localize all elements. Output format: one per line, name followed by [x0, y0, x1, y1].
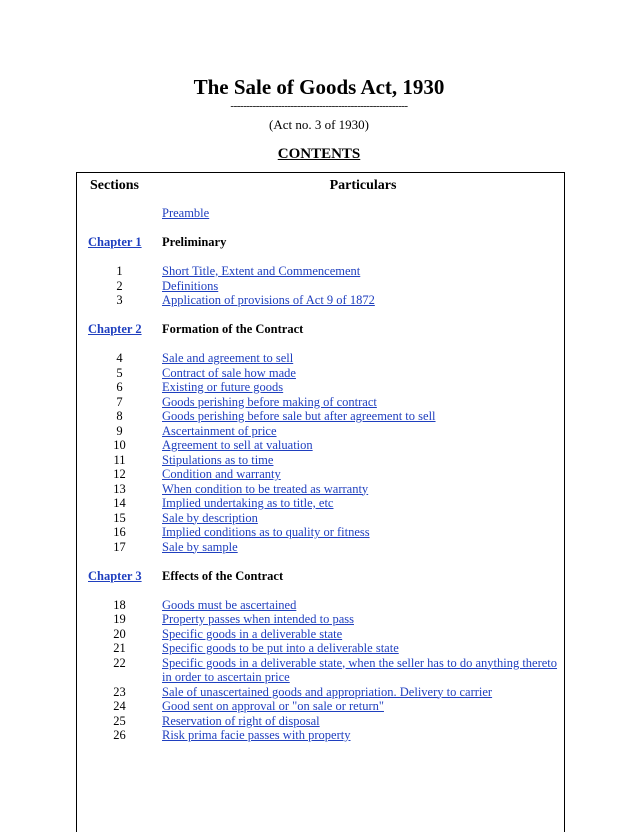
chapter-row	[77, 235, 564, 250]
table-row	[77, 496, 564, 511]
contents-table	[76, 172, 565, 832]
section-link[interactable]: Implied undertaking as to title, etc	[162, 496, 334, 510]
section-link[interactable]: Short Title, Extent and Commencement	[162, 264, 361, 278]
chapter-row	[77, 322, 564, 337]
section-link[interactable]: Specific goods in a deliverable state	[162, 626, 343, 641]
section-number: 18	[113, 597, 126, 612]
section-link[interactable]: Goods must be ascertained	[162, 597, 297, 612]
table-row	[77, 395, 564, 410]
table-row	[77, 409, 564, 424]
section-number: 6	[116, 380, 123, 394]
section-link[interactable]: Existing or future goods	[162, 380, 284, 394]
header-particulars: Particulars	[329, 178, 397, 193]
table-row	[77, 438, 564, 453]
section-number: 16	[113, 525, 126, 539]
section-link[interactable]: Property passes when intended to pass	[162, 612, 354, 626]
table-row	[77, 293, 564, 308]
table-row	[77, 699, 564, 714]
table-row	[77, 641, 564, 656]
table-row	[77, 467, 564, 482]
title-divider: --------------------------------------------------------	[230, 100, 408, 112]
section-number: 25	[113, 713, 126, 728]
section-number: 21	[113, 641, 126, 655]
table-row	[77, 728, 564, 743]
section-number: 23	[113, 684, 126, 699]
table-row	[77, 206, 564, 221]
section-number: 3	[116, 293, 123, 307]
section-link[interactable]: Application of provisions of Act 9 of 1872	[162, 293, 375, 307]
table-row	[77, 482, 564, 497]
section-link[interactable]: Stipulations as to time	[162, 452, 274, 467]
section-link[interactable]: Sale by description	[162, 510, 258, 525]
section-number: 19	[113, 612, 126, 626]
table-row	[77, 511, 564, 526]
chapter-3-title: Effects of the Contract	[162, 568, 284, 583]
table-row	[77, 598, 564, 613]
table-row	[77, 714, 564, 729]
chapter-row	[77, 569, 564, 584]
table-row	[77, 540, 564, 555]
table-row	[77, 656, 564, 685]
section-number: 14	[113, 496, 126, 510]
section-number: 8	[116, 409, 123, 423]
section-link[interactable]: Agreement to sell at valuation	[162, 438, 313, 452]
section-link[interactable]: Definitions	[162, 278, 219, 293]
chapter-1-link[interactable]: Chapter 1	[88, 235, 142, 249]
section-link[interactable]: Reservation of right of disposal	[162, 713, 320, 728]
table-row	[77, 453, 564, 468]
page-title: The Sale of Goods Act, 1930	[193, 75, 445, 99]
table-row	[77, 351, 564, 366]
chapter-2-link[interactable]: Chapter 2	[88, 322, 142, 336]
section-link[interactable]: Sale of unascertained goods and appropriation. Delivery to carrier	[162, 684, 493, 699]
chapter-1-title: Preliminary	[162, 235, 227, 249]
chapter-2-title: Formation of the Contract	[162, 322, 304, 336]
section-link[interactable]: Risk prima facie passes with property	[162, 728, 351, 742]
section-link[interactable]: Sale by sample	[162, 539, 238, 554]
section-number: 20	[113, 626, 126, 641]
section-link[interactable]: Condition and warranty	[162, 467, 281, 481]
section-number: 4	[116, 351, 123, 365]
section-number: 11	[113, 452, 126, 467]
section-link[interactable]: When condition to be treated as warranty	[162, 481, 369, 496]
chapter-3-link[interactable]: Chapter 3	[88, 568, 142, 583]
section-number: 26	[113, 728, 126, 742]
section-link[interactable]: Ascertainment of price	[162, 423, 277, 438]
act-number: (Act no. 3 of 1930)	[268, 117, 369, 132]
section-link[interactable]: Goods perishing before making of contract	[162, 394, 377, 409]
section-number: 10	[113, 438, 126, 452]
section-link[interactable]: Goods perishing before sale but after agreement to sell	[162, 409, 436, 423]
section-number: 5	[116, 365, 123, 380]
table-row	[77, 264, 564, 279]
section-number: 17	[113, 539, 126, 554]
table-body	[77, 206, 564, 743]
preamble-link[interactable]: Preamble	[162, 206, 210, 220]
table-row	[77, 525, 564, 540]
section-link[interactable]: Good sent on approval or "on sale or return"	[162, 699, 384, 713]
section-link[interactable]: Implied conditions as to quality or fitness	[162, 525, 370, 539]
table-header	[77, 173, 564, 199]
section-link[interactable]: Specific goods in a deliverable state, when the seller has to do anything thereto in order to ascertain price	[162, 655, 558, 684]
section-number: 12	[113, 467, 126, 481]
section-number: 1	[116, 264, 123, 278]
section-number: 24	[113, 699, 126, 713]
header-sections: Sections	[90, 178, 139, 193]
section-link[interactable]: Sale and agreement to sell	[162, 351, 294, 365]
section-number: 13	[113, 481, 126, 496]
section-number: 22	[113, 655, 126, 670]
table-row	[77, 612, 564, 627]
table-row	[77, 366, 564, 381]
section-number: 7	[116, 394, 123, 409]
section-number: 15	[113, 510, 126, 525]
section-link[interactable]: Contract of sale how made	[162, 365, 296, 380]
table-row	[77, 424, 564, 439]
table-row	[77, 279, 564, 294]
contents-heading: CONTENTS	[277, 146, 361, 162]
section-number: 9	[116, 423, 123, 438]
table-row	[77, 627, 564, 642]
table-row	[77, 380, 564, 395]
section-number	[77, 206, 162, 221]
section-number: 2	[116, 278, 123, 293]
table-row	[77, 685, 564, 700]
section-link[interactable]: Specific goods to be put into a deliverable state	[162, 641, 399, 655]
